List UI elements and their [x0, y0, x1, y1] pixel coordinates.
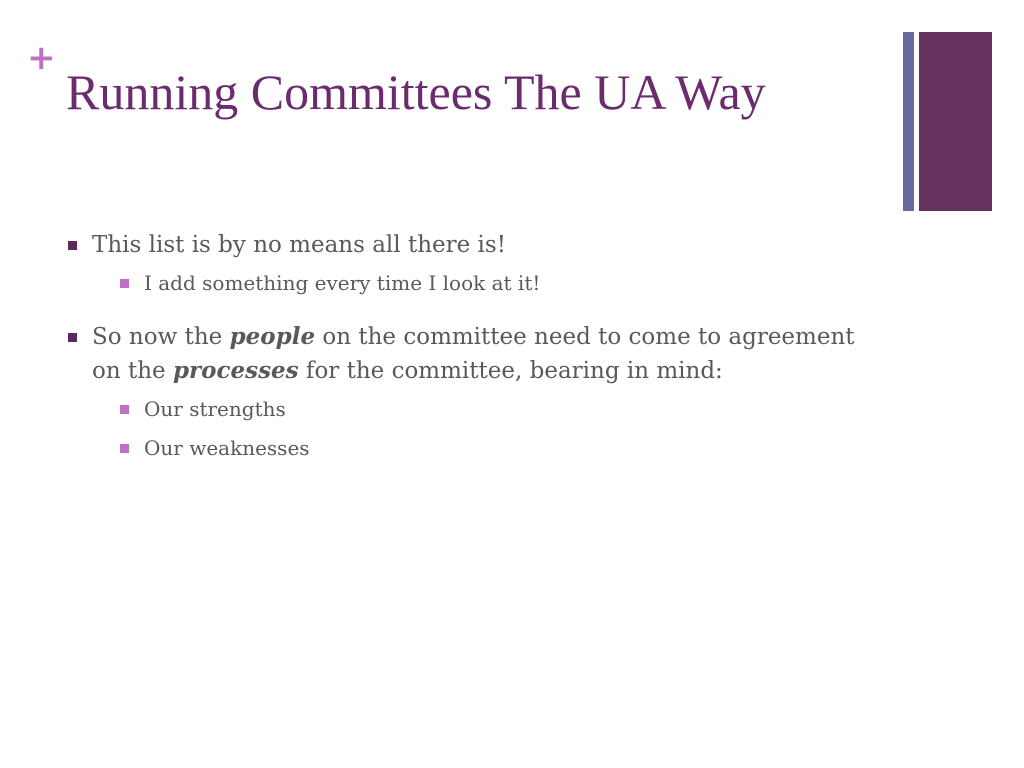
slide-title: Running Committees The UA Way: [66, 64, 766, 120]
square-bullet-icon: [120, 279, 129, 288]
sub-bullet-item: [118, 396, 866, 422]
square-bullet-icon: [120, 444, 129, 453]
square-bullet-icon: [120, 405, 129, 414]
emphasis-people: people: [229, 323, 316, 350]
bullet-text-part: on the committee need to come to agreement on the: [92, 324, 855, 384]
bullet-item: [66, 228, 866, 296]
square-bullet-icon: [68, 333, 77, 342]
bullet-item: [66, 320, 866, 461]
square-bullet-icon: [68, 241, 77, 250]
decorative-bar-thin: [903, 32, 914, 211]
bullet-text: [92, 324, 855, 384]
bullet-text: This list is by no means all there is!: [92, 232, 506, 258]
sub-bullet-item: [118, 435, 866, 461]
emphasis-processes: processes: [172, 357, 299, 384]
decorative-bar-wide: [919, 32, 992, 211]
sub-bullet-text: Our weaknesses: [144, 436, 310, 460]
sub-bullet-text: Our strengths: [144, 397, 286, 421]
slide-body: [66, 228, 866, 461]
bullet-text-part: for the committee, bearing in mind:: [298, 358, 723, 384]
bullet-text-part: So now the: [92, 324, 230, 350]
sub-bullet-text: I add something every time I look at it!: [144, 271, 541, 295]
plus-icon: +: [27, 38, 56, 78]
sub-bullet-item: [118, 270, 866, 296]
